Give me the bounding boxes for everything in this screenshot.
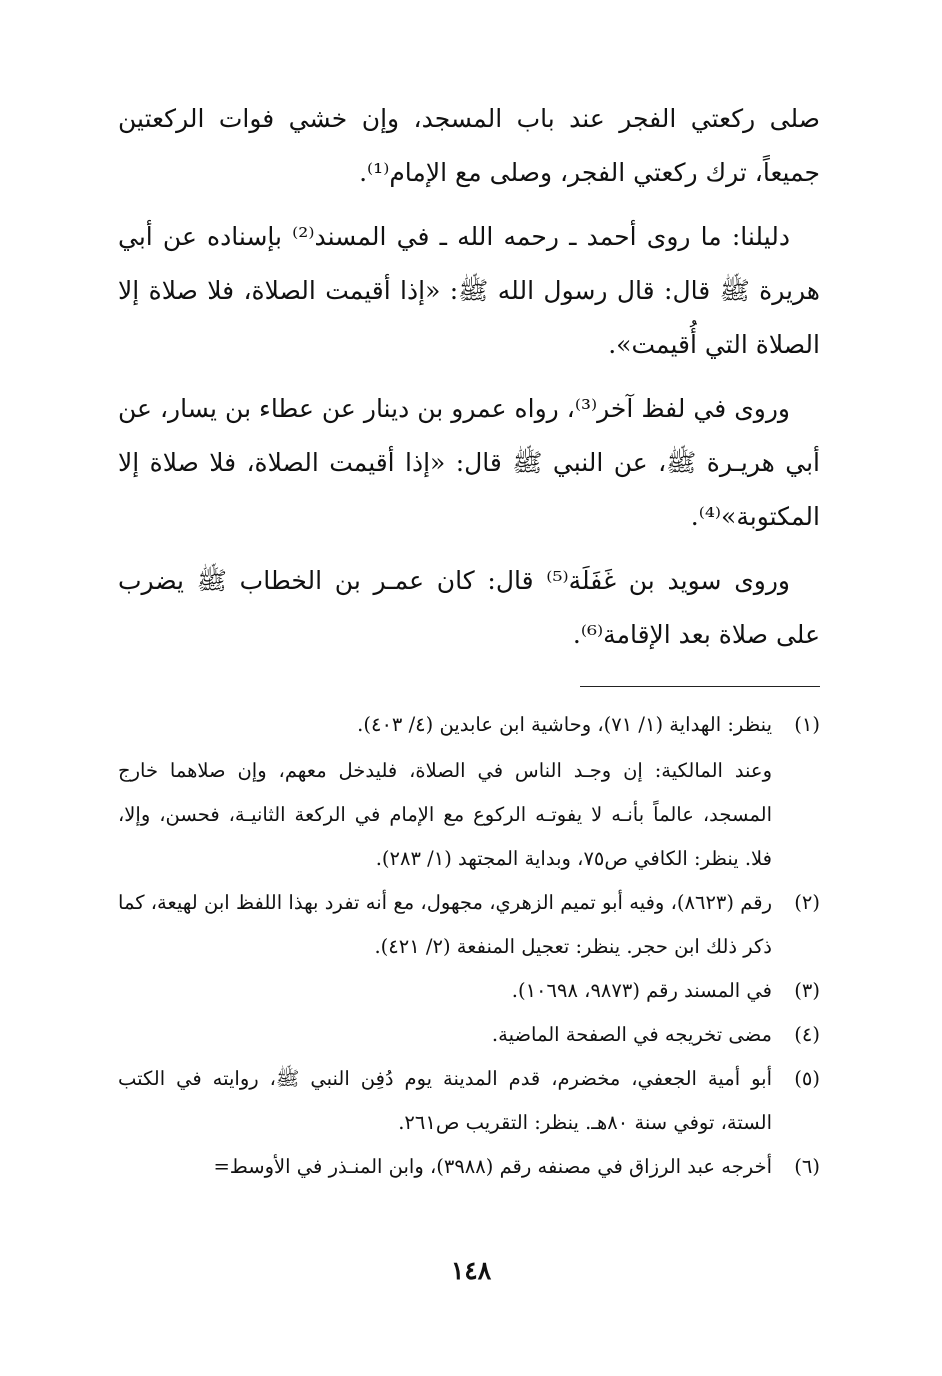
footnote [118, 1057, 820, 1145]
paragraph: وروى في لفظ آخر⁽³⁾، رواه عمرو بن دينار عن عطاء بن يسار، عن أبي هريـرة ﷺ، عن النبي ﷺ قال: «إذا أقيمت الصلاة، فلا صلاة إلا المكتوبة»⁽⁴⁾. [118, 394, 820, 531]
footnote-divider [580, 686, 820, 687]
footnote-number: (١) [794, 713, 820, 736]
paragraph: دليلنا: ما روى أحمد ـ رحمه الله ـ في المسند⁽²⁾ بإسناده عن أبي هريرة ﷺ قال: قال رسول الله ﷺ: «إذا أقيمت الصلاة، فلا صلاة إلا الصلاة التي أُقيمت». [118, 222, 820, 359]
footnote-text: وعند المالكية: إن وجـد الناس في الصلاة، فليدخل معهم، وإن صلاهما خارج المسجد، عالماً بأنـه لا يفوتـه الركوع مع الإمام في الركعة الثانيـة، فحسن، وإلا، فلا. ينظر: الكافي ص٧٥، وبداية المجتهد (١/ ٢٨٣). [118, 759, 772, 870]
footnote-body [118, 1057, 772, 1145]
page-content [118, 92, 820, 1312]
footnote-text: أخرجه عبد الرزاق في مصنفه رقم (٣٩٨٨)، وابن المنـذر في الأوسط= [213, 1155, 772, 1178]
footnote-text: ينظر: الهداية (١/ ٧١)، وحاشية ابن عابدين (٤/ ٤٠٣). [357, 713, 772, 736]
footnote [118, 881, 820, 969]
paragraph: صلى ركعتي الفجر عند باب المسجد، وإن خشي فوات الركعتين جميعاً، ترك ركعتي الفجر، وصلى مع الإمام⁽¹⁾. [118, 104, 820, 187]
main-text [118, 92, 820, 662]
footnote-number: (٥) [794, 1067, 820, 1090]
footnote-body [118, 881, 772, 969]
footnote-body [118, 1013, 772, 1057]
footnote [118, 969, 820, 1013]
footnote-text: رقم (٨٦٢٣)، وفيه أبو تميم الزهري، مجهول، مع أنه تفرد بهذا اللفظ ابن لهيعة، كما ذكر ذلك ابن حجر. ينظر: تعجيل المنفعة (٢/ ٤٢١). [118, 891, 772, 958]
footnote [118, 703, 820, 881]
page-number: ١٤٨ [450, 1256, 492, 1285]
footnote-number: (٤) [794, 1023, 820, 1046]
paragraph: وروى سويد بن غَفَلَة⁽⁵⁾ قال: كان عمـر بن الخطاب ﷺ يضرب على صلاة بعد الإقامة⁽⁶⁾. [118, 566, 820, 649]
footnote-text: في المسند رقم (٩٨٧٣، ١٠٦٩٨). [511, 979, 772, 1002]
footnote-number: (٢) [794, 891, 820, 914]
footnote-body [118, 1145, 772, 1189]
footnote-text: أبو أمية الجعفي، مخضرم، قدم المدينة يوم دُفِن النبي ﷺ، روايته في الكتب الستة، توفي سنة ٨٠هـ. ينظر: التقريب ص٢٦١. [118, 1067, 772, 1134]
footnotes [118, 703, 820, 1189]
footnote-body [118, 703, 772, 881]
footnote-body [118, 969, 772, 1013]
footnote-number: (٣) [794, 979, 820, 1002]
footnote [118, 1145, 820, 1189]
footnote-number: (٦) [794, 1155, 820, 1178]
footnote-text: مضى تخريجه في الصفحة الماضية. [491, 1023, 772, 1046]
footnote [118, 1013, 820, 1057]
